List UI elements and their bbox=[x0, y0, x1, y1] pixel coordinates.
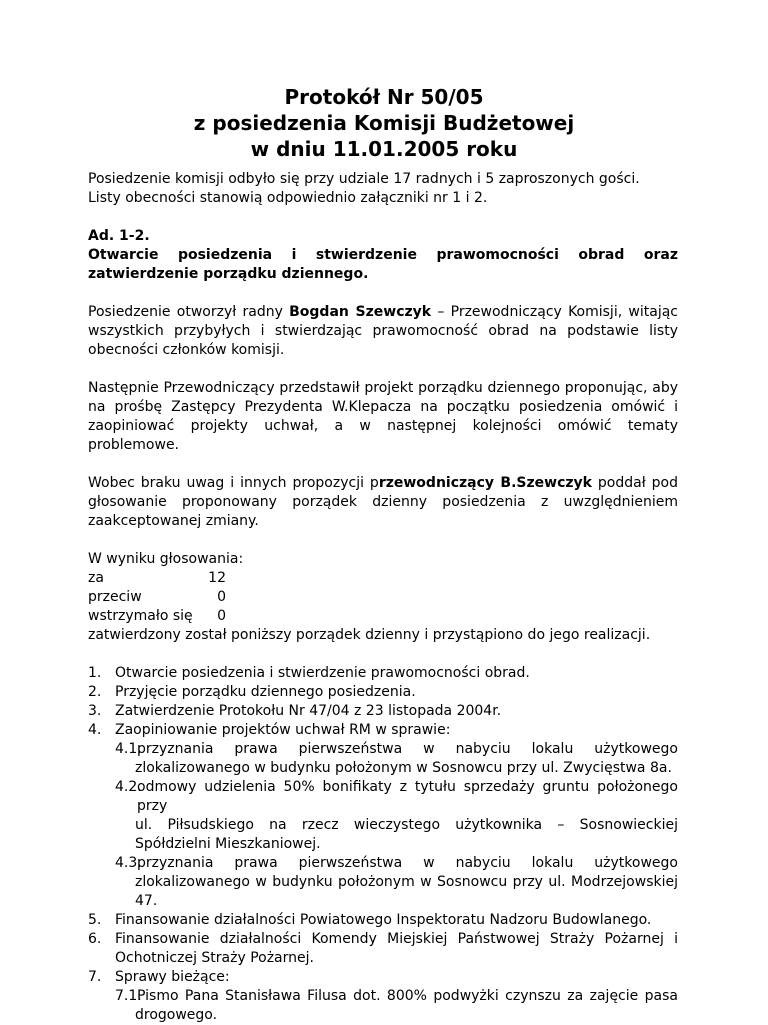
vote-label: wstrzymało się bbox=[88, 608, 193, 624]
agenda-subitem: 4.2. odmowy udzielenia 50% bonifikaty z tytułu sprzedaży gruntu położonego przy bbox=[115, 779, 678, 814]
intro-line-1: Posiedzenie komisji odbyło się przy udziale 17 radnych i 5 zaproszonych gości. bbox=[88, 171, 640, 187]
voting-result: zatwierdzony został poniższy porządek dzienny i przystąpiono do jego realizacji. bbox=[88, 627, 651, 643]
agenda-item: 2. Przyjęcie porządku dziennego posiedzenia. bbox=[88, 684, 416, 700]
vote-value: 0 bbox=[217, 608, 226, 624]
chair-name: Bogdan Szewczyk bbox=[289, 304, 432, 320]
vote-value: 12 bbox=[208, 570, 226, 586]
agenda-subitem: 4.1. przyznania prawa pierwszeństwa w nabyciu lokalu użytkowego bbox=[115, 741, 678, 757]
paragraph-proposal: Następnie Przewodniczący przedstawił projekt porządku dziennego proponując, aby na prośbę Zastępcy Prezydenta W.Klepacza na początku posiedzenia omówić i zaopiniować projekty uchwał, a w następnej kolejności omówić tematy problemowe. bbox=[88, 380, 678, 453]
title-line-3: w dniu 11.01.2005 roku bbox=[250, 137, 518, 161]
agenda-item: 7. Sprawy bieżące: bbox=[88, 969, 230, 985]
ad-title-line-2: zatwierdzenie porządku dziennego. bbox=[88, 266, 369, 282]
agenda-subitem-cont: drogowego. bbox=[135, 1007, 218, 1023]
agenda-item: 3. Zatwierdzenie Protokołu Nr 47/04 z 23 listopada 2004r. bbox=[88, 703, 502, 719]
agenda-list bbox=[88, 664, 678, 1025]
intro-line-2: Listy obecności stanowią odpowiednio załączniki nr 1 i 2. bbox=[88, 190, 488, 206]
paragraph-opening: Posiedzenie otworzył radny Bogdan Szewczyk – Przewodniczący Komisji, witając wszystkich przybyłych i stwierdzając prawomocność obrad na podstawie listy obecności członków komisji. bbox=[88, 304, 678, 358]
title-line-2: z posiedzenia Komisji Budżetowej bbox=[193, 111, 575, 135]
agenda-subitem-cont: ul. Piłsudskiego na rzecz wieczystego użytkownika – Sosnowieckiej Spółdzielni Mieszkaniowej. bbox=[135, 817, 678, 852]
voting-heading: W wyniku głosowania: bbox=[88, 551, 244, 567]
agenda-subitem-cont: zlokalizowanego w budynku położonym w Sosnowcu przy ul. Modrzejowskiej 47. bbox=[135, 874, 678, 909]
document-title bbox=[0, 84, 768, 162]
vote-value: 0 bbox=[217, 589, 226, 605]
ad-heading: Ad. 1-2. bbox=[88, 228, 150, 244]
agenda-item: 1. Otwarcie posiedzenia i stwierdzenie prawomocności obrad. bbox=[88, 665, 530, 681]
agenda-subitem-cont: zlokalizowanego w budynku położonym w Sosnowcu przy ul. Zwycięstwa 8a. bbox=[135, 760, 672, 776]
document-body bbox=[88, 170, 678, 1025]
agenda-item: 4. Zaopiniowanie projektów uchwał RM w sprawie: bbox=[88, 722, 451, 738]
voting-table bbox=[88, 569, 678, 626]
paragraph-vote-call: Wobec braku uwag i innych propozycji przewodniczący B.Szewczyk poddał pod głosowanie proponowany porządek dzienny posiedzenia z uwzględnieniem zaakceptowanej zmiany. bbox=[88, 475, 678, 529]
agenda-item: 6. Finansowanie działalności Komendy Miejskiej Państwowej Straży Pożarnej i Ochotniczej Straży Pożarnej. bbox=[88, 931, 678, 966]
agenda-subitem: 4.3. przyznania prawa pierwszeństwa w nabyciu lokalu użytkowego bbox=[115, 855, 678, 871]
agenda-item: 5. Finansowanie działalności Powiatowego Inspektoratu Nadzoru Budowlanego. bbox=[88, 912, 652, 928]
ad-title-line-1: Otwarcie posiedzenia i stwierdzenie prawomocności obrad oraz bbox=[88, 247, 678, 263]
vote-label: przeciw bbox=[88, 589, 142, 605]
vote-label: za bbox=[88, 570, 104, 586]
title-line-1: Protokół Nr 50/05 bbox=[284, 85, 484, 109]
agenda-subitem: 7.1. Pismo Pana Stanisława Filusa dot. 800% podwyżki czynszu za zajęcie pasa bbox=[115, 988, 678, 1004]
